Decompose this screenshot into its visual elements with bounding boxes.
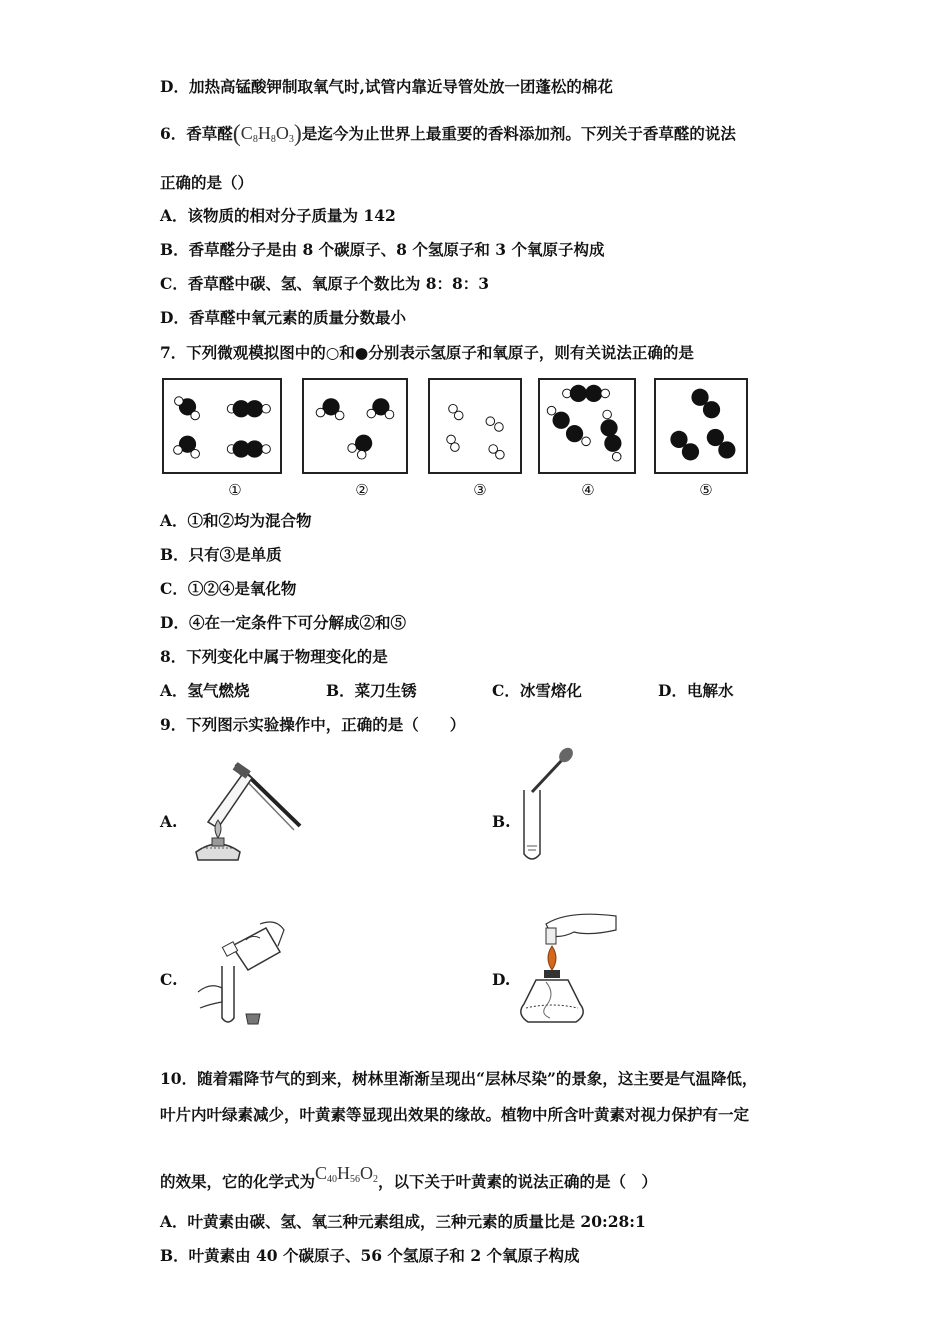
q10-line1: 10．随着霜降节气的到来，树林里渐渐呈现出“层林尽染”的景象，这主要是气温降低，: [160, 1069, 758, 1088]
q8-option-c: C．冰雪熔化: [492, 681, 582, 700]
q6-stem-prefix: 6．香草醛: [160, 124, 233, 143]
q7-option-b: B．只有③是单质: [160, 545, 282, 564]
q9-stem: 9．下列图示实验操作中，正确的是（ ）: [160, 715, 466, 734]
q6-option-b: B．香草醛分子是由 8 个碳原子、8 个氢原子和 3 个氧原子构成: [160, 240, 605, 259]
q10-line2: 叶片内叶绿素减少，叶黄素等显现出效果的缘故。植物中所含叶黄素对视力保护有一定: [160, 1105, 750, 1124]
q7-diagram-1: [162, 378, 282, 474]
q9-option-b-label: B.: [492, 812, 511, 831]
q9-fig-d-lighting-lamp: [516, 910, 624, 1032]
q6-stem-suffix: 是迄今为止世界上最重要的香料添加剂。下列关于香草醛的说法: [301, 124, 736, 143]
q10-option-a: A．叶黄素由碳、氢、氧三种元素组成，三种元素的质量比是 20:28:1: [160, 1212, 646, 1231]
q10-option-b: B．叶黄素由 40 个碳原子、56 个氢原子和 2 个氧原子构成: [160, 1246, 580, 1265]
q7-label-4: ④: [581, 481, 595, 499]
q5-option-d: D．加热高锰酸钾制取氧气时,试管内靠近导管处放一团蓬松的棉花: [160, 77, 613, 96]
q7-label-2: ②: [355, 481, 369, 499]
q6-option-d: D．香草醛中氧元素的质量分数最小: [160, 308, 406, 327]
q9-option-d-label: D.: [492, 970, 511, 989]
q10-line3-prefix: 的效果，它的化学式为: [160, 1172, 316, 1191]
q9-fig-c-pouring-liquid: [188, 918, 288, 1030]
q9-fig-b-dropper-test-tube: [514, 746, 580, 866]
q10-formula: $C_{40}H_{56}O_2$: [315, 1163, 379, 1185]
q9-option-a-label: A.: [160, 812, 178, 831]
q6-formula: $(C_8H_8O_3)$: [232, 121, 302, 147]
q7-diagram-2: [302, 378, 408, 474]
q7-label-5: ⑤: [699, 481, 713, 499]
q8-option-a: A．氢气燃烧: [160, 681, 250, 700]
q6-stem-line2: 正确的是（）: [160, 173, 254, 192]
q7-option-c: C．①②④是氧化物: [160, 579, 297, 598]
q10-line3: [160, 1163, 657, 1192]
q7-option-a: A．①和②均为混合物: [160, 511, 312, 530]
q9-fig-a-heating-test-tube: [188, 752, 306, 864]
q7-diagram-4: [538, 378, 636, 474]
q7-diagram-5: [654, 378, 748, 474]
q10-line3-suffix: ，以下关于叶黄素的说法正确的是（ ）: [378, 1172, 658, 1191]
q8-option-d: D．电解水: [658, 681, 734, 700]
q7-label-1: ①: [228, 481, 242, 499]
q6-option-a: A．该物质的相对分子质量为 142: [160, 206, 396, 225]
q7-diagram-3: [428, 378, 522, 474]
q7-stem: 7．下列微观模拟图中的○和●分别表示氢原子和氧原子，则有关说法正确的是: [160, 343, 694, 362]
q7-label-3: ③: [473, 481, 487, 499]
q7-option-d: D．④在一定条件下可分解成②和⑤: [160, 613, 406, 632]
q8-stem: 8．下列变化中属于物理变化的是: [160, 647, 388, 666]
q6-option-c: C．香草醛中碳、氢、氧原子个数比为 8：8：3: [160, 274, 490, 293]
q8-option-b: B．菜刀生锈: [326, 681, 417, 700]
q6-stem-line1: [160, 123, 736, 150]
q9-option-c-label: C.: [160, 970, 178, 989]
